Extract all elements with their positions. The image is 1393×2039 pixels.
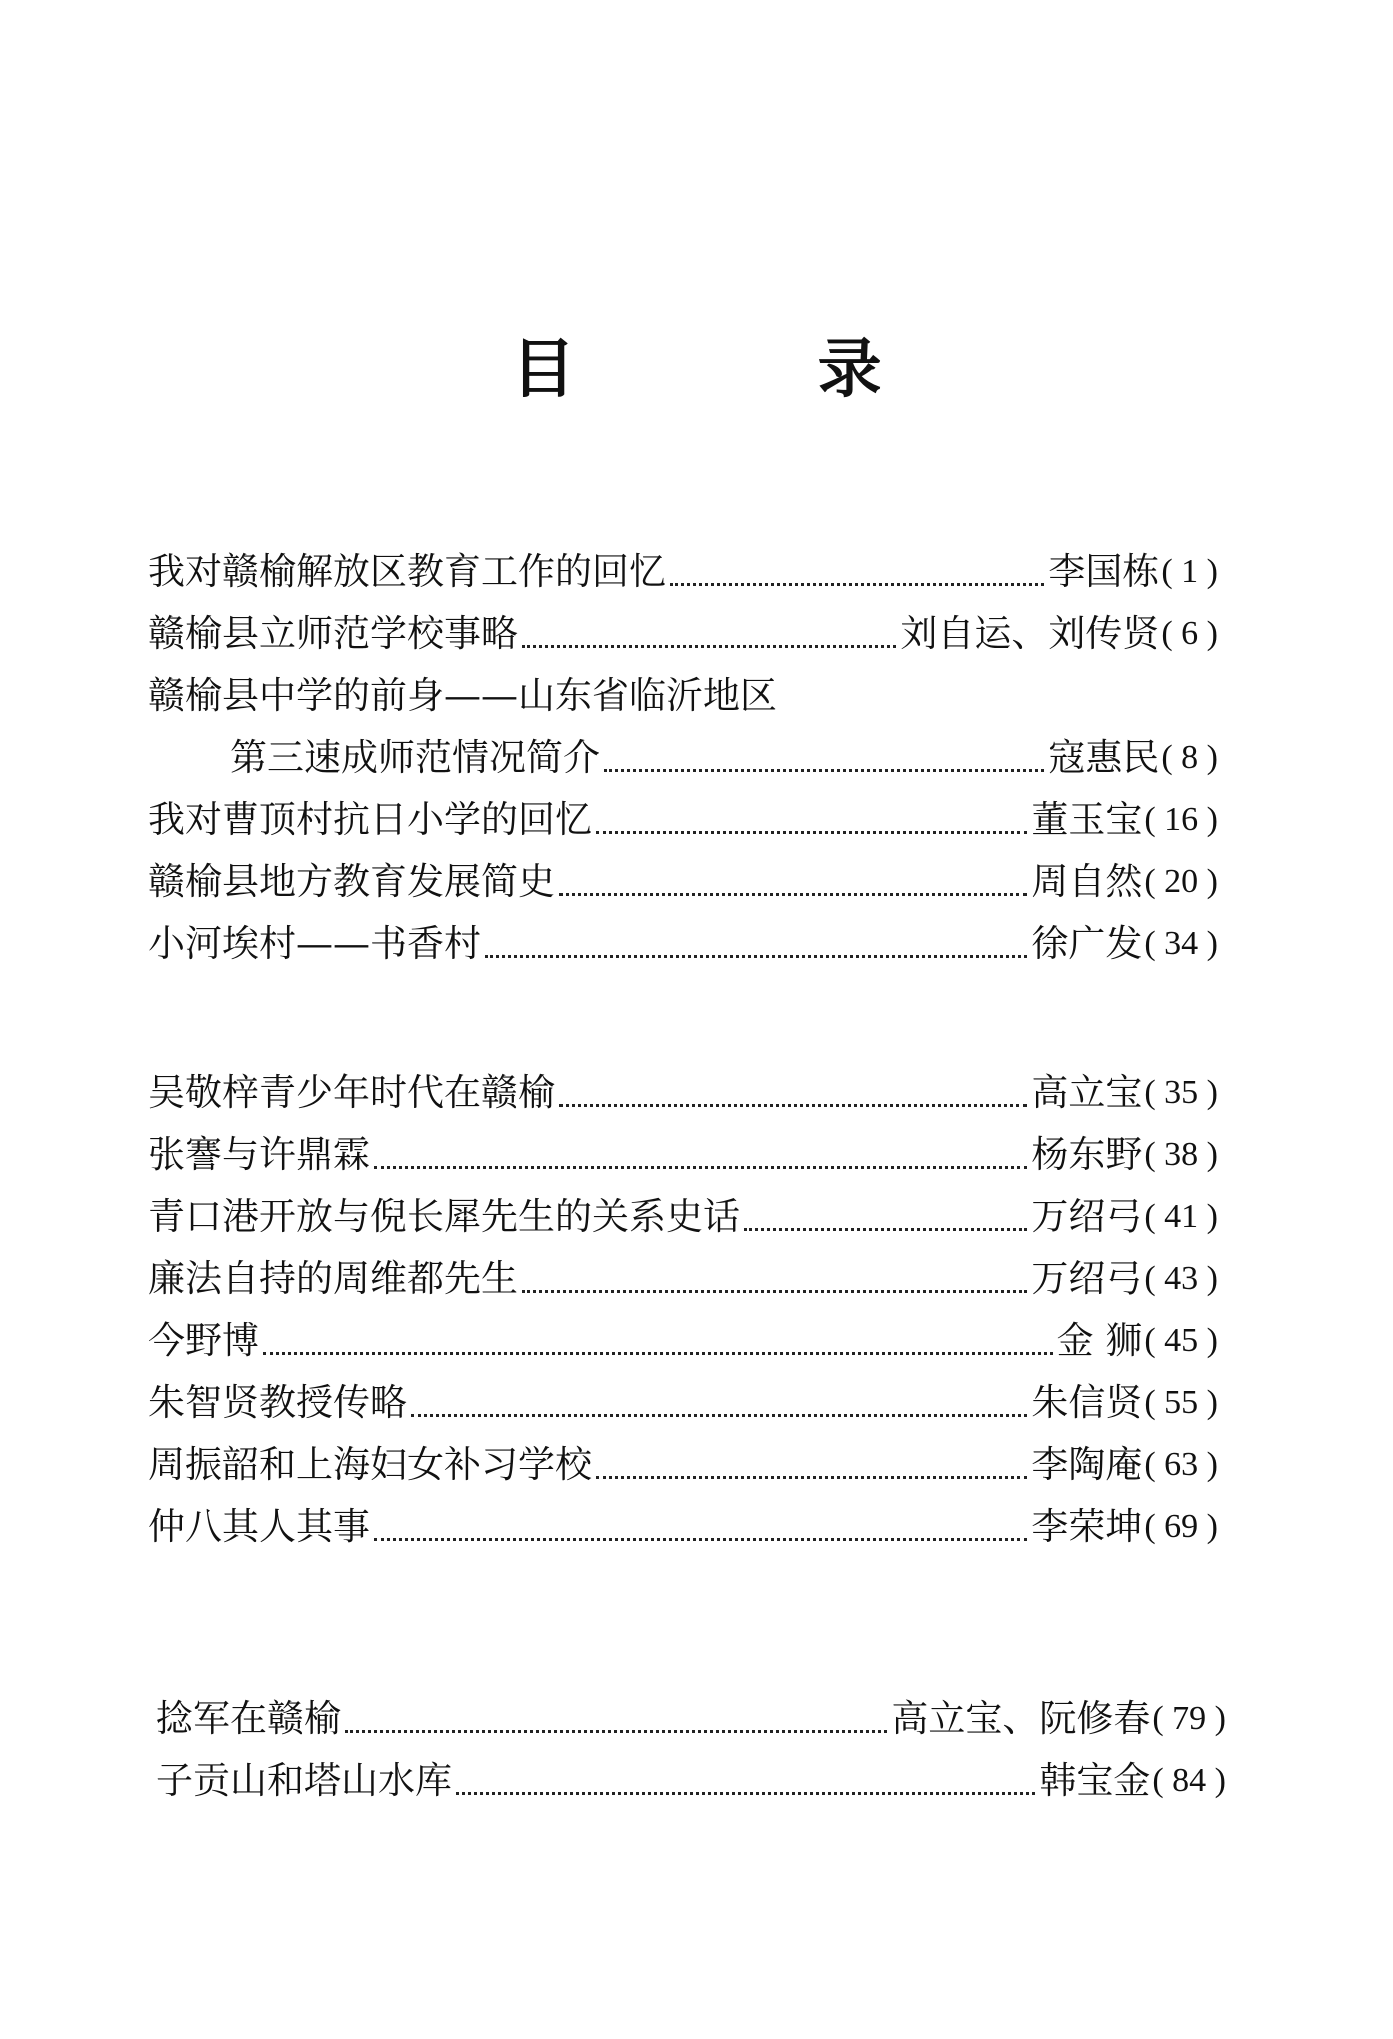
entry-page: ( 63 ) xyxy=(1144,1446,1218,1483)
entry-author: 杨东野 xyxy=(1031,1133,1143,1176)
entry-author: 李荣坤 xyxy=(1031,1505,1143,1548)
dot-leader xyxy=(744,1191,1027,1243)
toc-entry xyxy=(148,1315,1218,1367)
page-title: 目 录 xyxy=(511,332,992,407)
entry-page: ( 38 ) xyxy=(1144,1136,1218,1173)
dot-leader xyxy=(456,1755,1035,1807)
toc-entry xyxy=(156,1693,1226,1745)
entry-author: 寇惠民 xyxy=(1048,736,1160,779)
entry-title: 我对曹顶村抗日小学的回忆 xyxy=(148,798,592,841)
toc-entry xyxy=(148,1067,1218,1119)
toc-entry xyxy=(148,1253,1218,1305)
dot-leader xyxy=(345,1693,887,1745)
dot-leader xyxy=(604,732,1044,784)
dot-leader xyxy=(596,794,1027,846)
entry-title: 赣榆县立师范学校事略 xyxy=(148,612,518,655)
dot-leader xyxy=(374,1129,1027,1181)
entry-page: ( 41 ) xyxy=(1144,1198,1218,1235)
toc-entry xyxy=(148,546,1218,598)
dot-leader xyxy=(670,546,1044,598)
dot-leader xyxy=(559,856,1027,908)
entry-title: 赣榆县地方教育发展简史 xyxy=(148,860,555,903)
entry-author: 高立宝 xyxy=(1031,1071,1143,1114)
dot-leader xyxy=(374,1501,1027,1553)
dot-leader xyxy=(596,1439,1027,1491)
toc-entry xyxy=(148,794,1218,846)
toc-entry xyxy=(148,1501,1218,1553)
toc-entry xyxy=(148,1439,1218,1491)
entry-page: ( 16 ) xyxy=(1144,801,1218,838)
entry-title: 廉法自持的周维都先生 xyxy=(148,1257,518,1300)
entry-page: ( 6 ) xyxy=(1161,615,1218,652)
toc-entry xyxy=(156,1755,1226,1807)
toc-entry xyxy=(148,1129,1218,1181)
entry-title: 张謇与许鼎霖 xyxy=(148,1133,370,1176)
entry-author: 徐广发 xyxy=(1031,922,1143,965)
entry-page: ( 20 ) xyxy=(1144,863,1218,900)
toc-entry xyxy=(148,670,1218,722)
entry-title: 青口港开放与倪长犀先生的关系史话 xyxy=(148,1195,740,1238)
entry-page: ( 79 ) xyxy=(1152,1700,1226,1737)
dot-leader xyxy=(485,918,1027,970)
entry-title: 周振韶和上海妇女补习学校 xyxy=(148,1443,592,1486)
dot-leader xyxy=(263,1315,1053,1367)
toc-entry xyxy=(148,856,1218,908)
entry-author: 朱信贤 xyxy=(1031,1381,1143,1424)
entry-title: 今野博 xyxy=(148,1319,259,1362)
entry-title: 小河埃村——书香村 xyxy=(148,922,481,965)
entry-title: 子贡山和塔山水库 xyxy=(156,1759,452,1802)
entry-author: 万绍弓 xyxy=(1031,1195,1143,1238)
entry-author: 周自然 xyxy=(1031,860,1143,903)
entry-title: 仲八其人其事 xyxy=(148,1505,370,1548)
entry-page: ( 55 ) xyxy=(1144,1384,1218,1421)
entry-title: 我对赣榆解放区教育工作的回忆 xyxy=(148,550,666,593)
entry-title: 第三速成师范情况简介 xyxy=(230,736,600,779)
entry-page: ( 34 ) xyxy=(1144,925,1218,962)
entry-author: 李国栋 xyxy=(1048,550,1160,593)
toc-entry xyxy=(148,1377,1218,1429)
entry-page: ( 35 ) xyxy=(1144,1074,1218,1111)
toc-entry xyxy=(230,732,1218,784)
entry-author: 万绍弓 xyxy=(1031,1257,1143,1300)
toc-entry xyxy=(148,608,1218,660)
entry-page: ( 84 ) xyxy=(1152,1762,1226,1799)
entry-page: ( 8 ) xyxy=(1161,739,1218,776)
entry-author: 金 狮 xyxy=(1056,1319,1143,1362)
entry-author: 刘自运、刘传贤 xyxy=(900,612,1160,655)
entry-title: 赣榆县中学的前身——山东省临沂地区 xyxy=(148,674,777,717)
entry-author: 高立宝、阮修春 xyxy=(891,1697,1151,1740)
entry-page: ( 69 ) xyxy=(1144,1508,1218,1545)
entry-author: 董玉宝 xyxy=(1031,798,1143,841)
entry-title: 朱智贤教授传略 xyxy=(148,1381,407,1424)
entry-author: 韩宝金 xyxy=(1039,1759,1151,1802)
entry-page: ( 45 ) xyxy=(1144,1322,1218,1359)
entry-page: ( 43 ) xyxy=(1144,1260,1218,1297)
entry-title: 吴敬梓青少年时代在赣榆 xyxy=(148,1071,555,1114)
dot-leader xyxy=(559,1067,1027,1119)
dot-leader xyxy=(411,1377,1027,1429)
toc-entry xyxy=(148,918,1218,970)
toc-entry xyxy=(148,1191,1218,1243)
entry-page: ( 1 ) xyxy=(1161,553,1218,590)
entry-author: 李陶庵 xyxy=(1031,1443,1143,1486)
dot-leader xyxy=(522,1253,1027,1305)
dot-leader xyxy=(522,608,896,660)
entry-title: 捻军在赣榆 xyxy=(156,1697,341,1740)
